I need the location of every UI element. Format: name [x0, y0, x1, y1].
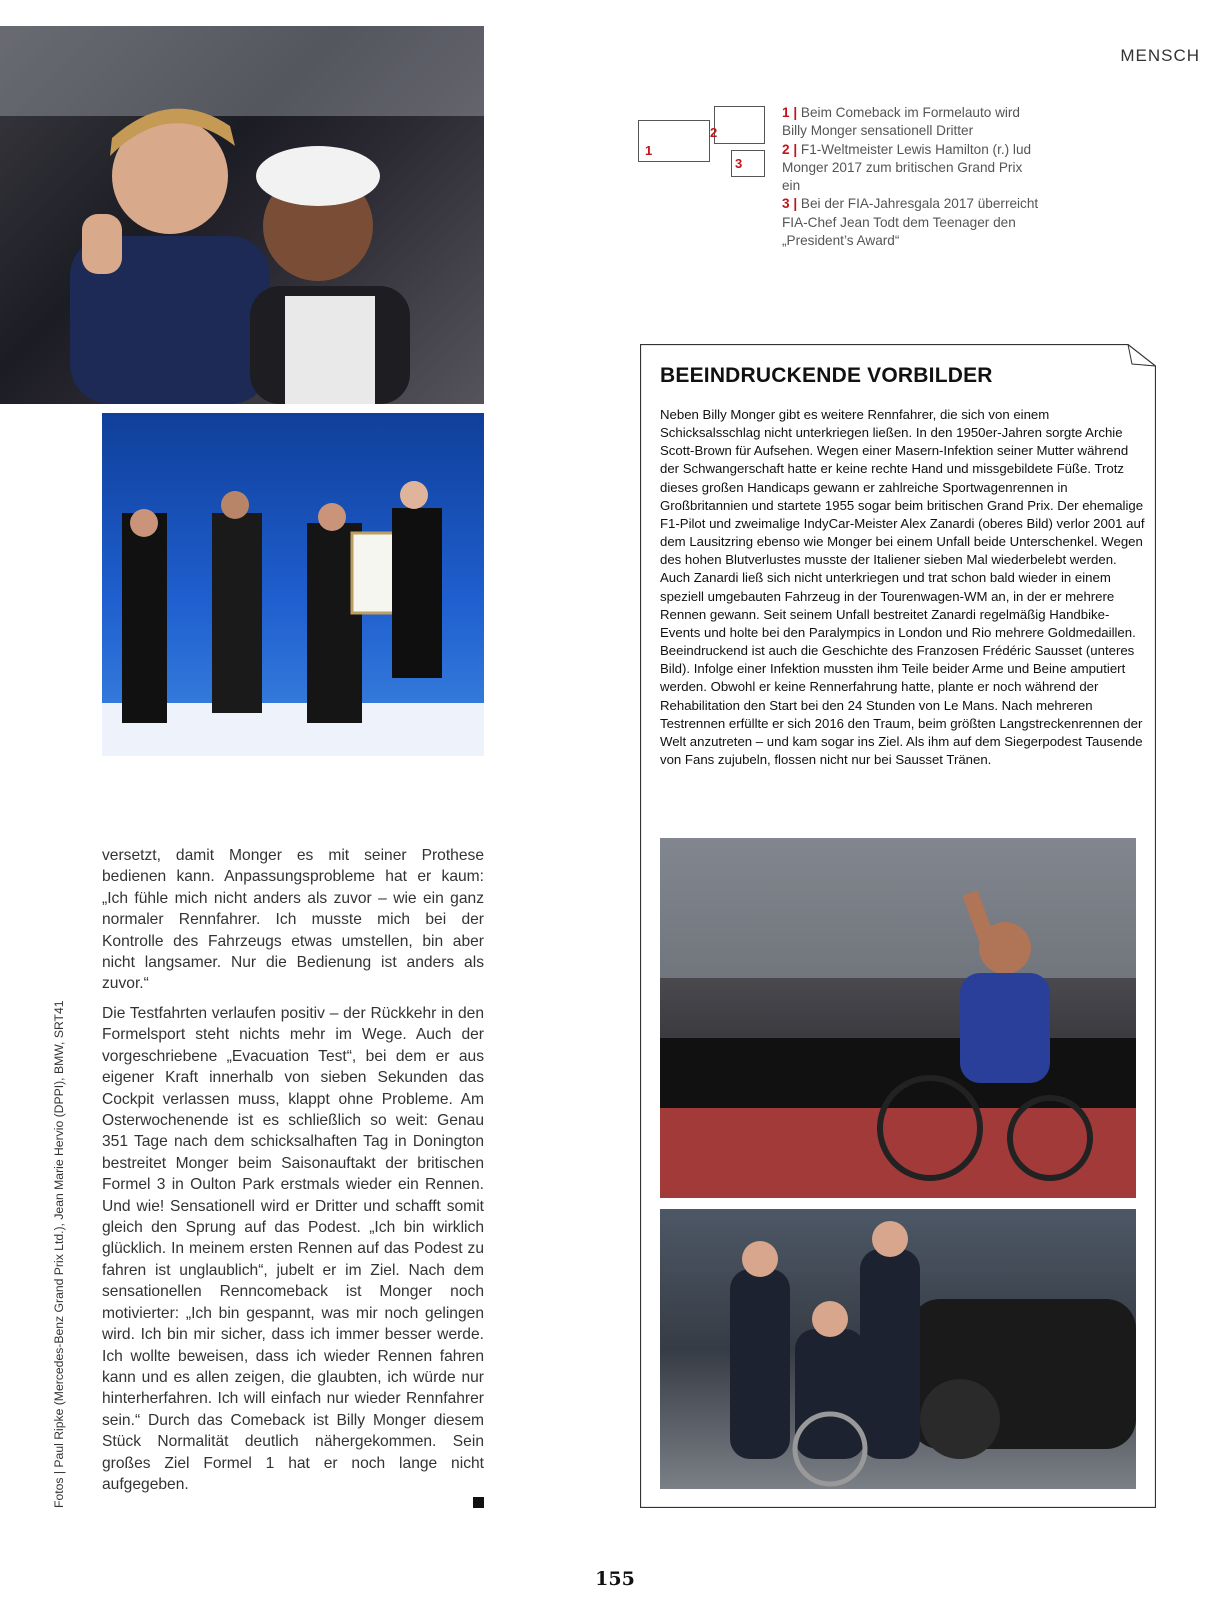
photo-index-box-2 [710, 106, 765, 144]
caption-number: 3 | [782, 196, 798, 212]
photo-monger-hamilton-graphic [0, 26, 484, 404]
caption-text: F1-Weltmeister Lewis Hamilton (r.) lud Monger 2017 zum britischen Grand Prix ein [782, 141, 1032, 194]
caption-number: 1 | [782, 105, 798, 120]
sidebar-title: BEEINDRUCKENDE VORBILDER [660, 364, 993, 387]
photo-index-label-1: 1 [645, 143, 653, 158]
end-mark [473, 1497, 484, 1508]
sidebar-text: Neben Billy Monger gibt es weitere Rennfahrer, die sich von einem Schicksalsschlag nicht unterkriegen ließen. In den 1950er-Jahren sorgte Archie Scott-Brown für Aufsehen. Wegen einer Masern-Infektion seiner Mutter während der Schwangerschaft hatte er keine rechte Hand und missgebildete Füße. Trotz dieses großen Handicaps gewann er zahlreiche Sportwagenrennen in Großbritannien und startete 1955 sogar beim britischen Grand Prix. Der ehemalige F1-Pilot und zweimalige IndyCar-Meister Alex Zanardi (oberes Bild) verlor 2001 auf dem Lausitzring ebenso wie Monger bei einem Unfall beide Unterschenkel. Wegen des hohen Blutverlustes musste der Italiener sieben Mal wiederbelebt werden. Auch Zanardi ließ sich nicht unterkriegen und trat schon bald wieder in einem speziell umgebauten Fahrzeug in der Tourenwagen-WM an, in der er mehrere Rennen gewann. Seit seinem Unfall bestreitet Zanardi regelmäßig Handbike-Events und holte bei den Paralympics in London und Rio mehrere Goldmedaillen. Beeindruckend ist auch die Geschichte des Franzosen Frédéric Sausset (unteres Bild). Infolge einer Infektion mussten ihm Teile beider Arme und Beine amputiert werden. Obwohl er keine Rennerfahrung hatte, plante er noch während der Rehabilitation den Start bei den 24 Stunden von Le Mans. Nach mehreren Testrennen erfüllte er sich 2016 den Traum, beim größten Langstreckenrennen der Welt anzutreten – und kam sogar ins Ziel. Als ihm auf dem Siegerpodest Tausende von Fans zujubeln, flossen nicht nur bei Sausset Tränen. [660, 407, 1145, 767]
photo-index-label-2: 2 [710, 125, 718, 140]
photo-index-box-1 [638, 120, 710, 162]
page-number: 155 [595, 1568, 635, 1590]
caption-text: Bei der FIA-Jahresgala 2017 überreicht FIA-Chef Jean Todt dem Teenager den „President’s Award“ [782, 196, 1039, 249]
section-label: MENSCH [1120, 46, 1200, 65]
caption-3 [782, 195, 1042, 250]
photo-fia-gala [102, 413, 484, 756]
photo-credits: Fotos | Paul Ripke (Mercedes-Benz Grand Prix Ltd.), Jean Marie Hervio (DPPI), BMW, SRT41 [52, 1000, 66, 1508]
body-paragraph-1: versetzt, damit Monger es mit seiner Prothese bedienen kann. Anpassungsprobleme hat er kaum: „Ich fühle mich nicht anders als zuvor – wie ein ganz normaler Rennfahrer. Ich musste mich bei der Kontrolle des Fahrzeugs etwas umstellen, bin aber nicht langsamer. Nur die Bedienung ist anders als zuvor.“ [102, 847, 484, 993]
photo-index-box-3 [731, 150, 765, 177]
caption-text: Beim Comeback im Formelauto wird Billy Monger sensationell Dritter [782, 105, 1020, 139]
caption-number: 2 | [782, 141, 798, 157]
caption-1 [782, 104, 1042, 141]
body-paragraph-2: Die Testfahrten verlaufen positiv – der Rückkehr in den Formelsport steht nichts mehr im Wege. Auch der vorgeschriebene „Evacuation Test“, bei dem er aus eigener Kraft innerhalb von sieben Sekunden das Cockpit verlassen muss, klappt ohne Probleme. Am Osterwochenende ist es schließlich so weit: Genau 351 Tage nach dem schicksalhaften Tag in Donington bestreitet Monger beim Saisonauftakt der britischen Formel 3 in Oulton Park erstmals wieder ein Rennen. Und wie! Sensationell wird er Dritter und schafft somit gleich den Sprung auf das Podest. „Ich bin wirklich glücklich. In meinem ersten Rennen auf das Podest zu fahren ist unglaublich“, jubelt er im Ziel. Nach dem sensationellen Renncomeback ist Monger noch motivierter: „Ich bin gespannt, was mir noch gelingen wird. Ich bin mir sicher, dass ich immer besser werde. Ich wollte beweisen, dass ich wieder Rennen fahren kann und es allen zeigen, die glaubten, ich würde nur hinterherfahren. Ich will einfach nur wieder Rennfahrer sein.“ Durch das Comeback ist Billy Monger diesem Stück Normalität deutlich nähergekommen. Sein großes Ziel Formel 1 hat er noch lange nicht aufgegeben. [102, 1005, 484, 1493]
photo-index-label-3: 3 [735, 156, 743, 171]
photo-fia-gala-graphic [102, 413, 484, 756]
photo-captions [782, 104, 1042, 250]
photo-monger-hamilton [0, 26, 484, 404]
caption-2 [782, 141, 1042, 196]
